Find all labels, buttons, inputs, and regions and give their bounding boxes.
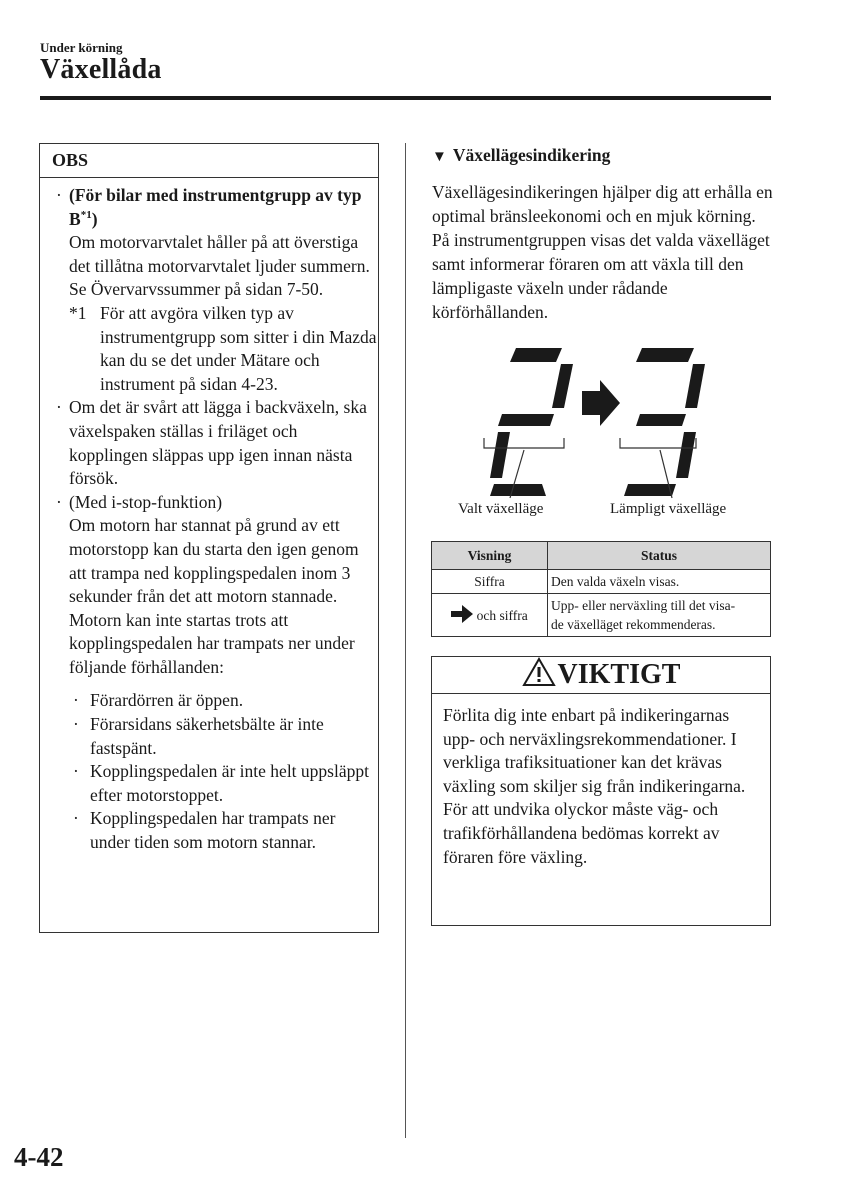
arrow-right-icon (451, 605, 473, 623)
item3-text1: Om motorn har stannat på grund av ett motorstopp kan du starta den igen genom att trampa ned kopplingspedalen inom 3 sekunder från det att motorn stannade. (69, 515, 359, 607)
arrow-right-icon (582, 380, 620, 426)
seven-segment-digit-2 (490, 348, 573, 496)
gear-section-paragraph: Växellägesindikeringen hjälper dig att erhålla en optimal bränsleekonomi och en mjuk körning. På instrumentgruppen visas det valda växelläget samt informerar föraren om att växla till den lämpligaste växeln under rådande körförhållanden. (432, 182, 773, 322)
column-divider (405, 143, 406, 1138)
table-cell: Upp- eller nerväxling till det visa- de växelläget rekommenderas. (548, 594, 771, 637)
table-cell: och siffra (432, 594, 548, 637)
item1-heading: (För bilar med instrumentgrupp av typ B (69, 185, 362, 229)
condition-item: · Kopplingspedalen är inte helt uppsläppt efter motorstoppet. (73, 761, 369, 805)
item1-reference: Se Övervarvssummer på sidan 7-50. (69, 279, 324, 300)
obs-item-reverse-gear (56, 396, 378, 490)
obs-item-istop (56, 491, 378, 855)
caption-selected-gear: Valt växelläge (458, 501, 544, 517)
footnote-mark: *1 (69, 302, 87, 323)
table-row (432, 570, 771, 594)
condition-item: · Förarsidans säkerhetsbälte är inte fastspänt. (73, 714, 324, 758)
warning-header (432, 657, 770, 694)
obs-item-instrument-type: · (För bilar med instrumentgrupp av typ $B^{*1}$) Om motorvarvtalet håller på att överstiga det tillåtna motorvarvtalet ljuder summern. Se Övervarvssummer på sidan 7-50. *1 För att avgöra vilken typ av instrumentgrupp som sitter i din Mazda kan du se det under Mätare och instrument på sidan 4-23. (56, 184, 378, 396)
seven-segment-digit-3 (624, 348, 705, 496)
column-header: Visning (432, 542, 548, 570)
page-title: Växellåda (40, 54, 162, 85)
bullet-dot: · (56, 491, 62, 512)
indicator-table (431, 541, 771, 637)
table-cell: Den valda växeln visas. (548, 570, 771, 594)
footnote (69, 302, 378, 396)
warning-title: VIKTIGT (557, 659, 681, 690)
item3-label: (Med i-stop-funktion) (69, 491, 223, 512)
bullet-dot: · (56, 185, 62, 205)
warning-text: Förlita dig inte enbart på indikeringarnas upp- och nerväxlingsrekommendationer. I verkliga trafiksituationer kan det krävas växling som skiljer sig från indikeringarna. För att undvika olyckor måste väg- och trafikförhållandena bedömas korrekt av föraren före växling. (443, 705, 746, 867)
item2-text: Om det är svårt att lägga i backväxeln, ska växelspaken ställas i friläget och kopplingen släppas upp igen innan nästa försök. (69, 397, 367, 489)
page-number: 4-42 (14, 1142, 64, 1172)
warning-triangle-icon (522, 657, 556, 687)
item1-text: Om motorvarvtalet håller på att överstiga det tillåtna motorvarvtalet ljuder summern. (69, 232, 370, 276)
title-rule (40, 96, 771, 100)
column-header: Status (548, 542, 771, 570)
triangle-down-icon: ▼ (432, 149, 447, 165)
obs-body (40, 178, 378, 855)
table-cell: Siffra (432, 570, 548, 594)
warning-box (431, 656, 771, 926)
gear-section-heading: ▼ Växellägesindikering (432, 145, 611, 165)
gear-indicator-illustration (432, 338, 772, 528)
footnote-ref: *1 (80, 208, 92, 221)
obs-title: OBS (40, 144, 378, 178)
condition-item: · Kopplingspedalen har trampats ner under tiden som motorn stannar. (73, 808, 336, 853)
footnote-text: För att avgöra vilken typ av instrumentgrupp som sitter i din Mazda kan du se det under Mätare och instrument på sidan 4-23. (100, 302, 377, 394)
section-label: Under körning (40, 40, 123, 55)
obs-note-box (39, 143, 379, 933)
item3-text2: Motorn kan inte startas trots att kopplingspedalen har trampats ner under följande förhållanden: (69, 609, 355, 677)
bullet-dot: · (56, 397, 62, 418)
table-row (432, 594, 771, 637)
caption-suitable-gear: Lämpligt växelläge (610, 501, 727, 517)
condition-item: · Förardörren är öppen. (73, 690, 244, 711)
